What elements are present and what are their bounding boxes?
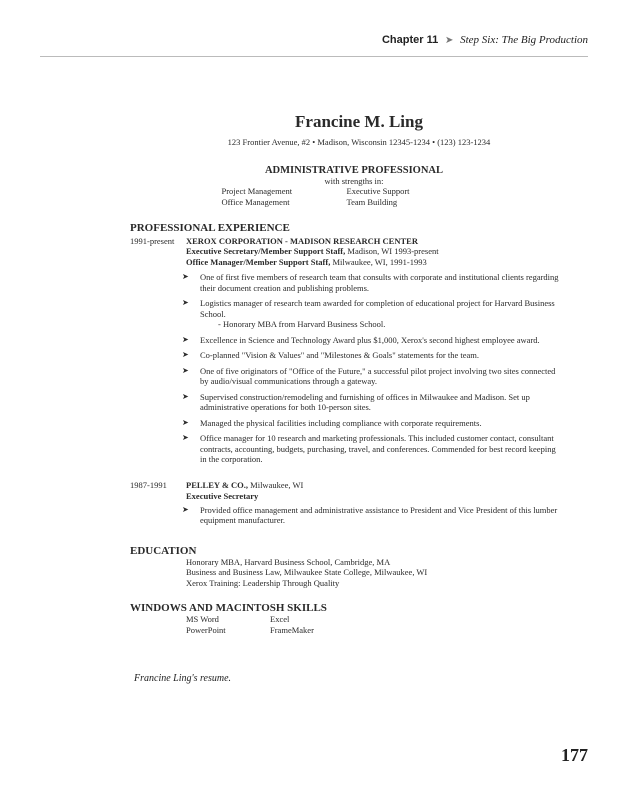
job-title-line	[186, 246, 560, 257]
strength-item: Team Building	[346, 197, 398, 207]
education-item: Xerox Training: Leadership Through Quality	[186, 577, 340, 588]
strength-intro: with strengths in:	[324, 176, 384, 186]
job-title: Office Manager/Member Support Staff,	[186, 257, 331, 267]
arrow-icon: ➤	[444, 35, 454, 46]
bullet-item: ➤ Excellence in Science and Technology Award plus $1,000, Xerox's second highest employee award.	[186, 335, 560, 346]
education-item: Business and Business Law, Milwaukee State College, Milwaukee, WI	[186, 567, 428, 577]
job-title-line	[186, 257, 560, 268]
job-title-detail: Milwaukee, WI, 1991-1993	[330, 257, 427, 267]
bullet-item: ➤ One of five originators of "Office of the Future," a successful pilot project involving two sites connected by audio/visual communications through a gateway.	[186, 366, 560, 387]
resume-figure	[130, 112, 560, 635]
education-heading: EDUCATION	[130, 544, 197, 557]
skills-heading: WINDOWS AND MACINTOSH SKILLS	[130, 602, 327, 614]
objective-block	[148, 165, 560, 208]
job-company: PELLEY & CO.,	[186, 479, 249, 490]
job-company: XEROX CORPORATION - MADISON RESEARCH CENTER	[186, 236, 418, 246]
job-company-line	[186, 480, 560, 491]
strengths-list	[118, 186, 560, 208]
strength-item: Project Management	[221, 186, 293, 196]
strength-item: Executive Support	[346, 186, 410, 196]
job-dates: 1987-1991	[130, 479, 167, 490]
bullet-item: ➤ Co-planned "Vision & Values" and "Milestones & Goals" statements for the team.	[186, 350, 560, 361]
job-bullets	[186, 272, 560, 465]
chapter-subtitle: Step Six: The Big Production	[460, 34, 588, 46]
bullet-item: ➤ Provided office management and administrative assistance to President and Vice President of this lumber equipment manufacturer.	[186, 505, 560, 526]
objective-title: ADMINISTRATIVE PROFESSIONAL	[264, 165, 444, 176]
bullet-item: ➤ Supervised construction/remodeling and furnishing of offices in Milwaukee and Madison. Set up administrative operations for both 10-person sites.	[186, 392, 560, 413]
education-item: Honorary MBA, Harvard Business School, Cambridge, MA	[186, 556, 391, 567]
resume-contact: 123 Frontier Avenue, #2 • Madison, Wisconsin 12345-1234 • (123) 123-1234	[227, 137, 491, 147]
figure-caption: Francine Ling's resume.	[134, 673, 232, 684]
education-list	[186, 557, 560, 589]
experience-heading: PROFESSIONAL EXPERIENCE	[130, 222, 290, 234]
strength-item: Office Management	[221, 197, 290, 207]
bullet-item: ➤ Managed the physical facilities including compliance with corporate requirements.	[186, 418, 560, 429]
running-header	[40, 34, 588, 57]
job-dates: 1991-present	[130, 236, 175, 246]
job-title: Executive Secretary	[186, 490, 259, 501]
job-title-detail: Madison, WI 1993-present	[345, 246, 439, 256]
skill-item: Excel	[270, 614, 290, 624]
job-bullets	[186, 505, 560, 526]
job-location: Milwaukee, WI	[248, 479, 304, 490]
bullet-item	[186, 298, 560, 330]
bullet-item: ➤ One of first five members of research team that consults with corporate and institutional clients regarding their document creation and publishing problems.	[186, 272, 560, 293]
job-xerox	[130, 236, 560, 470]
resume-name: Francine M. Ling	[295, 112, 423, 131]
sub-bullet: - Honorary MBA from Harvard Business School.	[218, 319, 386, 329]
job-pelley	[130, 480, 560, 531]
chapter-label: Chapter 11	[381, 34, 439, 46]
bullet-item: ➤ Office manager for 10 research and marketing professionals. This included customer contact, consultant contracts, accounting, budgets, purchasing, travel, and conferences. Commended for best record keeping in the corporation.	[186, 433, 560, 465]
page-number: 177	[561, 745, 588, 765]
bullet-text: Logistics manager of research team awarded for completion of educational project for Harvard Business School.	[200, 298, 555, 319]
skill-item: MS Word	[186, 614, 219, 624]
skill-item: FrameMaker	[270, 624, 314, 635]
skill-item: PowerPoint	[186, 624, 226, 635]
job-title: Executive Secretary/Member Support Staff,	[186, 246, 346, 256]
skills-list	[186, 614, 560, 635]
